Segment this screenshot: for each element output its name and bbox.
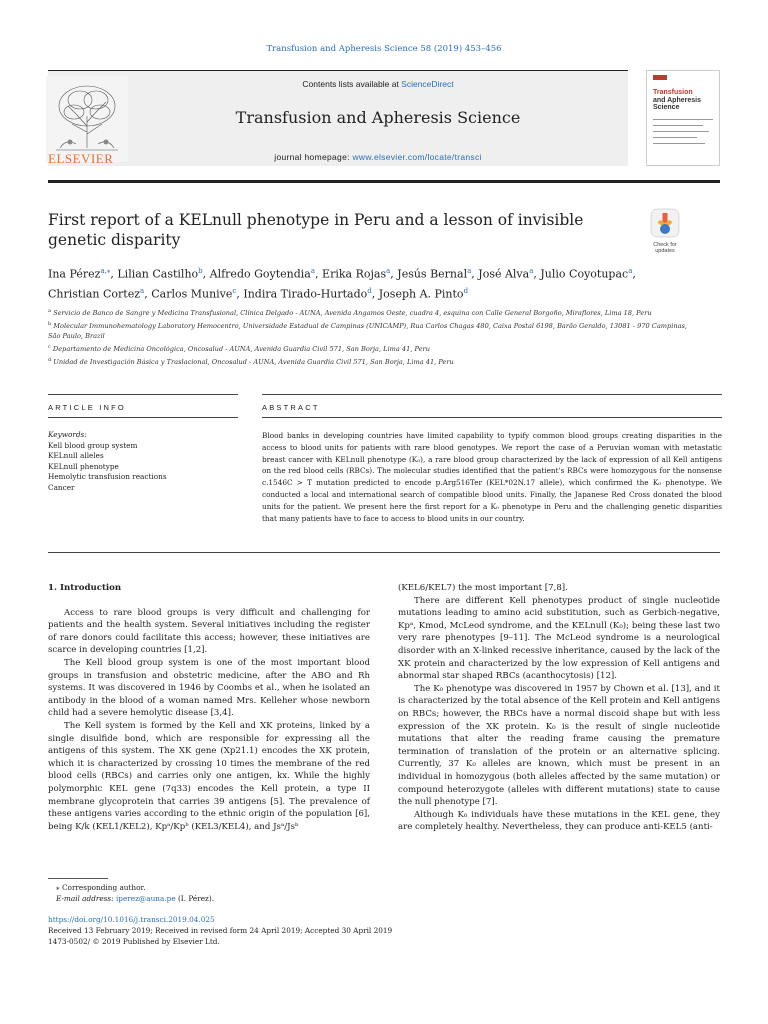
keyword-item: KELnull phenotype bbox=[48, 461, 119, 471]
contents-available-line bbox=[128, 79, 628, 89]
body-paragraph: The K₀ phenotype was discovered in 1957 by Chown et al. [13], and it is characterized by the total absence of the Kell protein and Kell antigens on RBCs; however, the RBCs have a normal discoid shape but with less expression of the XK protein. K₀ is the result of single nucleotide mutations that alter the reading frame causing the premature termination of translation of the protein or an alternative splicing. Currently, 37 K₀ alleles are known, which must be present in an individual in homozygous (both alleles affected by the same mutation) or compound heterozygote (alleles with different mutations) state to cause the null phenotype [7]. bbox=[398, 683, 720, 808]
body-paragraph: Although K₀ individuals have these mutations in the KEL gene, they are completely healthy. Nevertheless, they can produce anti-KEL5 (anti- bbox=[398, 809, 720, 833]
author-name[interactable]: Carlos Munive bbox=[151, 287, 233, 301]
author-affiliation-marker[interactable]: a bbox=[140, 286, 145, 295]
publication-info-block bbox=[48, 914, 392, 947]
copyright-line: 1473-0502/ © 2019 Published by Elsevier Ltd. bbox=[48, 937, 220, 946]
abstract-rule bbox=[262, 394, 722, 395]
journal-title: Transfusion and Apheresis Science bbox=[235, 108, 521, 127]
keyword-item: Hemolytic transfusion reactions bbox=[48, 472, 167, 481]
author-name[interactable]: José Alva bbox=[478, 267, 530, 281]
footnote-divider bbox=[48, 878, 108, 879]
affiliation-marker: c bbox=[48, 343, 51, 350]
body-paragraph: The Kell system is formed by the Kell and XK proteins, linked by a single disulfide bond, which are responsible for expressing all the antigens of this system. The XK gene (Xp21.1) encodes the XK protein, which it is characterized by crossing 10 times the membrane of the red blood cells (RBCs) and carries only one antigen, kx. While the highly polymorphic KEL gene (7q33) encodes the Kell protein, a type II membrane glycoprotein that carries 39 antigens [5]. The prevalence of these antigens varies according to the ethnic origin of the population [6], being K/k (KEL1/KEL2), Kpᵃ/Kpᵇ (KEL3/KEL4), and Jsᵃ/Jsᵇ bbox=[48, 720, 370, 832]
cover-title-line-1: Transfusion bbox=[653, 89, 693, 96]
affiliation-item: $^b$ Molecular Immunohematology Laboratory Hemocentro, Universidade Estadual de Campinas (UNICAMP), Rua Carlos Chagas 480, Caixa Postal 6198, Barão Geraldo, 13081 - 970 Campinas, São Paulo, Brazil bbox=[48, 320, 688, 341]
author-affiliation-marker[interactable]: b bbox=[198, 267, 203, 275]
crossmark-line-1: Check for bbox=[653, 242, 677, 248]
author-affiliation-marker[interactable]: a bbox=[467, 267, 472, 275]
affiliation-list bbox=[48, 306, 698, 367]
homepage-prefix: journal homepage: bbox=[274, 152, 353, 162]
cover-title-line-3: Science bbox=[653, 104, 680, 111]
keyword-item: KELnull alleles bbox=[48, 451, 104, 460]
body-paragraph: There are different Kell phenotypes product of single nucleotide mutations leading to amino acid substitution, such as Gerbich-negative, Kpᵃ, Kmod, McLeod syndrome, and the KELnull (K₀); being these last two very rare phenotypes [9–11]. The McLeod syndrome is a neurological disorder with an X-linked recessive inheritance, caused by the lack of the XK protein and characterized by the low expression of Kell antigens and abnormal star shaped RBCs (acanthocytosis) [12]. bbox=[398, 595, 720, 682]
journal-cover-thumbnail[interactable] bbox=[646, 70, 720, 166]
article-title: First report of a KELnull phenotype in Peru and a lesson of invisible genetic disparity bbox=[48, 211, 584, 249]
check-for-updates-badge[interactable] bbox=[645, 208, 685, 254]
cover-text-line bbox=[653, 143, 705, 144]
author-affiliation-marker[interactable]: a bbox=[529, 267, 534, 275]
author-affiliation-marker[interactable]: a,⁎ bbox=[100, 267, 111, 275]
sciencedirect-link[interactable]: ScienceDirect bbox=[401, 79, 454, 89]
author-name[interactable]: Erika Rojas bbox=[322, 267, 387, 281]
author-name[interactable]: Indira Tirado-Hurtado bbox=[243, 287, 368, 301]
crossmark-label bbox=[645, 242, 685, 254]
affiliation-item: $^d$ Unidad de Investigación Básica y Traslacional, Oncosalud - AUNA, Avenida Guardia Civil 571, San Borja, Lima 41, Peru bbox=[48, 356, 454, 366]
section-title-introduction: 1. Introduction bbox=[48, 583, 122, 593]
author-name[interactable]: Alfredo Goytendia bbox=[209, 267, 311, 281]
author-name[interactable]: Lilian Castilho bbox=[117, 267, 199, 281]
author-affiliation-marker[interactable]: d bbox=[463, 286, 469, 295]
journal-citation-link[interactable]: Transfusion and Apheresis Science 58 (2019) 453–456 bbox=[266, 44, 502, 54]
corresponding-author-label: ⁎ Corresponding author. bbox=[56, 883, 146, 892]
body-paragraph: The Kell blood group system is one of the most important blood groups in transfusion and obstetric medicine, after the ABO and Rh systems. It was discovered in 1946 by Coombs et al., when he isolated an antibody in the blood of a woman named Mrs. Kelleher whose newborn child had a severe hemolytic disease [3,4]. bbox=[48, 657, 370, 719]
elsevier-tree-logo bbox=[46, 76, 128, 162]
email-label: E-mail address: bbox=[56, 894, 116, 903]
cover-accent-bar bbox=[653, 75, 667, 80]
journal-homepage-line bbox=[128, 152, 628, 162]
elsevier-wordmark: ELSEVIER bbox=[48, 151, 114, 166]
affiliation-marker: b bbox=[48, 320, 52, 327]
contents-prefix: Contents lists available at bbox=[302, 79, 402, 89]
crossmark-line-2: updates bbox=[655, 248, 675, 254]
affiliation-item: $^c$ Departamento de Medicina Oncológica, Oncosalud - AUNA, Avenida Guardia Civil 571, San Borja, Lima 41, Peru bbox=[48, 343, 430, 354]
received-dates: Received 13 February 2019; Received in revised form 24 April 2019; Accepted 30 April 2019 bbox=[48, 926, 393, 935]
cover-title bbox=[653, 89, 717, 112]
article-info-rule-bottom bbox=[48, 417, 238, 418]
author-affiliation-marker[interactable]: a bbox=[628, 267, 633, 275]
email-link[interactable]: iperez@auna.pe bbox=[115, 894, 176, 903]
header-divider bbox=[48, 180, 720, 183]
cover-title-line-2: and Apheresis bbox=[653, 96, 701, 104]
abstract-text: Blood banks in developing countries have limited capability to typify common blood groups creating disparities in the access to blood units for patients with rare blood genotypes. We report the case of a Peruvian woman with metastatic breast cancer with KELnull phenotype (K₀), a rare blood group characterized by the lack of expression of all Kell antigens on the red blood cells (RBCs). The molecular studies identified that the patient's RBCs were homozygous for the nonsense c.1546C > T mutation predicted to encode p.Arg516Ter (KEL*02N.17 allele), which confirmed the K₀ phenotype. We conducted a local and international search of compatible blood units. Finally, the Japanese Red Cross donated the blood units for the patient. We present here the first report for a K₀ phenotype in Peru and the challenging genetic disparities that many patients have to face to access to blood units in our country. bbox=[262, 431, 722, 523]
keywords-block bbox=[48, 430, 238, 493]
cover-text-line bbox=[653, 125, 703, 126]
body-column-left bbox=[48, 582, 370, 833]
body-paragraph: Access to rare blood groups is very difficult and challenging for patients and the health system. Several initiatives including the register of rare donors could facilitate this access; however, these initiatives are scarce in developing countries [1,2]. bbox=[48, 607, 370, 656]
email-suffix: (I. Pérez). bbox=[175, 894, 215, 903]
author-affiliation-marker[interactable]: c bbox=[232, 286, 237, 295]
article-info-heading: ARTICLE INFO bbox=[48, 403, 126, 412]
article-info-rule bbox=[48, 394, 238, 395]
author-name[interactable]: Julio Coyotupac bbox=[540, 267, 629, 281]
crossmark-icon bbox=[645, 208, 685, 238]
affiliation-marker: d bbox=[48, 356, 52, 363]
doi-link[interactable]: https://doi.org/10.1016/j.transci.2019.04.025 bbox=[48, 915, 215, 924]
cover-text-line bbox=[653, 137, 697, 138]
cover-text-line bbox=[653, 119, 713, 120]
author-name[interactable]: Jesús Bernal bbox=[397, 267, 468, 281]
affiliation-marker: a bbox=[48, 308, 51, 314]
corresponding-author-footnote bbox=[56, 882, 214, 904]
keywords-label: Keywords: bbox=[48, 430, 87, 439]
email-line bbox=[56, 893, 214, 904]
affiliation-item: $^a$ Servicio de Banco de Sangre y Medicina Transfusional, Clínica Delgado - AUNA, Avenida Angamos Oeste, cuadra 4, esquina con Calle General Borgoño, Miraflores, Lima 18, Peru bbox=[48, 308, 652, 318]
author-name[interactable]: Christian Cortez bbox=[48, 287, 141, 301]
author-name[interactable]: Ina Pérez bbox=[48, 267, 101, 281]
cover-text-line bbox=[653, 131, 709, 132]
abstract-rule-bottom bbox=[262, 417, 722, 418]
author-affiliation-marker[interactable]: d bbox=[367, 286, 372, 295]
author-affiliation-marker[interactable]: a bbox=[386, 267, 391, 275]
body-column-right bbox=[398, 582, 720, 834]
keyword-item: Kell blood group system bbox=[48, 440, 138, 450]
journal-homepage-link[interactable]: www.elsevier.com/locate/transci bbox=[352, 152, 482, 162]
author-list: Ina Pérez$^{a,⁎}$, Lilian Castilho$^b$, Alfredo Goytendia$^a$, Erika Rojas$^a$, Jesús Bernal$^a$, José Alva$^a$, Julio Coyotupac$^a$, Christian Cortez$^a$, Carlos Munive$^c$, Indira Tirado-Hurtado$^d$, Joseph A. Pinto$^d$ bbox=[48, 267, 636, 301]
author-name[interactable]: Joseph A. Pinto bbox=[378, 287, 464, 301]
abstract-end-rule bbox=[48, 552, 720, 553]
author-affiliation-marker[interactable]: a bbox=[310, 267, 316, 275]
abstract-heading: ABSTRACT bbox=[262, 403, 320, 412]
keyword-item: Cancer bbox=[48, 482, 75, 492]
body-paragraph-continued: (KEL6/KEL7) the most important [7,8]. bbox=[398, 583, 568, 593]
